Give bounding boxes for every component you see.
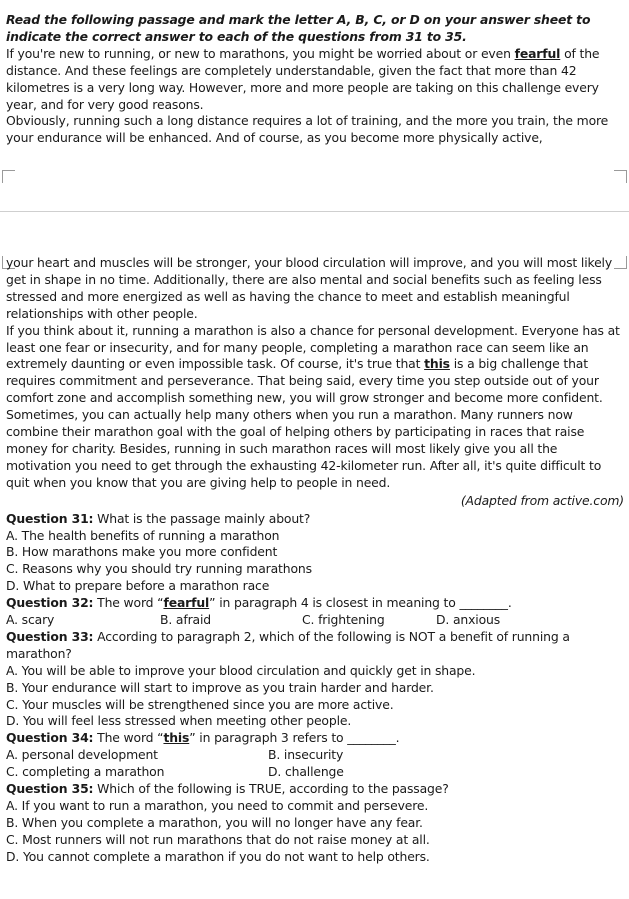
q33-option-a[interactable]: A. You will be able to improve your blood circulation and quickly get in shape. (6, 662, 476, 678)
underlined-word-this: this (424, 356, 450, 372)
page-break-line (0, 211, 629, 212)
q35-option-d[interactable]: D. You cannot complete a marathon if you do not want to help others. (6, 848, 430, 864)
q31-option-c[interactable]: C. Reasons why you should try running marathons (6, 561, 312, 577)
paragraph-4: Sometimes, you can actually help many others when you run a marathon. Many runners now combine their marathon goal with the goal of helping others by participating in races that raise money for charity. Besides, running in such marathon races will most likely give you all the motivation you need to get through the exhausting 42-kilometer run. After all, it's quite difficult to quit when you know that you are giving help to people in need. (6, 407, 602, 490)
paragraph-2-part-1: Obviously, running such a long distance requires a lot of training, and the more you train, the more your endurance will be enhanced. And of course, as you become more physically active, (6, 113, 609, 146)
question-35: Question 35: Which of the following is TRUE, according to the passage? (6, 781, 449, 797)
q32-options (6, 612, 624, 629)
passage-bottom (6, 255, 624, 866)
passage-top (6, 12, 624, 147)
paragraph-2-part-2: your heart and muscles will be stronger, your blood circulation will improve, and you will most likely get in shape in no time. Additionally, there are also mental and social benefits such as feeling less stressed and more energized as well as having the chance to meet and establish meaningful relationships with other people. (6, 255, 613, 321)
q32-option-b[interactable]: B. afraid (160, 612, 211, 628)
source-citation: (Adapted from active.com) (460, 492, 624, 508)
q34-options-row-2 (6, 764, 624, 781)
instruction-line-2: indicate the correct answer to each of the questions from 31 to 35. (6, 28, 467, 44)
q32-option-c[interactable]: C. frightening (302, 612, 385, 628)
q34-options-row-1 (6, 747, 624, 764)
paragraph-3: If you think about it, running a marathon is also a chance for personal development. Everyone has at least one fear or insecurity, and for many people, completing a marathon race can seem like an extremely daunting or even impossible task. Of course, it's true that this is a big challenge that requires commitment and perseverance. That being said, every time you step outside out of your comfort zone and accomplish something new, you will grow stronger and become more confident. (6, 322, 620, 406)
q33-option-c[interactable]: C. Your muscles will be strengthened since you are more active. (6, 696, 394, 712)
q34-option-d[interactable]: D. challenge (268, 764, 344, 780)
underlined-word-fearful: fearful (514, 45, 561, 61)
question-34: Question 34: The word “this” in paragraph 3 refers to ________. (6, 730, 400, 746)
q34-option-c[interactable]: C. completing a marathon (6, 764, 165, 780)
q35-option-c[interactable]: C. Most runners will not run marathons that do not raise money at all. (6, 831, 430, 847)
paragraph-1: If you're new to running, or new to marathons, you might be worried about or even fearful of the distance. And these feelings are completely understandable, given the fact that more than 42 kilometres is a very long way. However, more and more people are taking on this challenge every year, and for very good reasons. (6, 45, 600, 112)
q33-option-b[interactable]: B. Your endurance will start to improve as you train harder and harder. (6, 679, 434, 695)
q34-option-b[interactable]: B. insecurity (268, 747, 344, 763)
question-33: Question 33: According to paragraph 2, which of the following is NOT a benefit of running a marathon? (6, 628, 570, 661)
crop-corner-top-right (614, 170, 627, 183)
instruction-line-1: Read the following passage and mark the letter A, B, C, or D on your answer sheet to (6, 12, 591, 27)
q35-option-a[interactable]: A. If you want to run a marathon, you need to commit and persevere. (6, 798, 429, 813)
q32-option-d[interactable]: D. anxious (436, 612, 501, 628)
q34-option-a[interactable]: A. personal development (6, 747, 158, 763)
q31-option-a[interactable]: A. The health benefits of running a marathon (6, 527, 280, 543)
question-32: Question 32: The word “fearful” in paragraph 4 is closest in meaning to ________. (6, 595, 512, 611)
question-31: Question 31: What is the passage mainly about? (6, 510, 311, 526)
q31-option-d[interactable]: D. What to prepare before a marathon race (6, 578, 270, 594)
q35-option-b[interactable]: B. When you complete a marathon, you will no longer have any fear. (6, 814, 423, 830)
crop-corner-top-left (2, 170, 15, 183)
q33-option-d[interactable]: D. You will feel less stressed when meeting other people. (6, 713, 352, 729)
q32-option-a[interactable]: A. scary (6, 612, 55, 628)
q31-option-b[interactable]: B. How marathons make you more confident (6, 544, 278, 560)
